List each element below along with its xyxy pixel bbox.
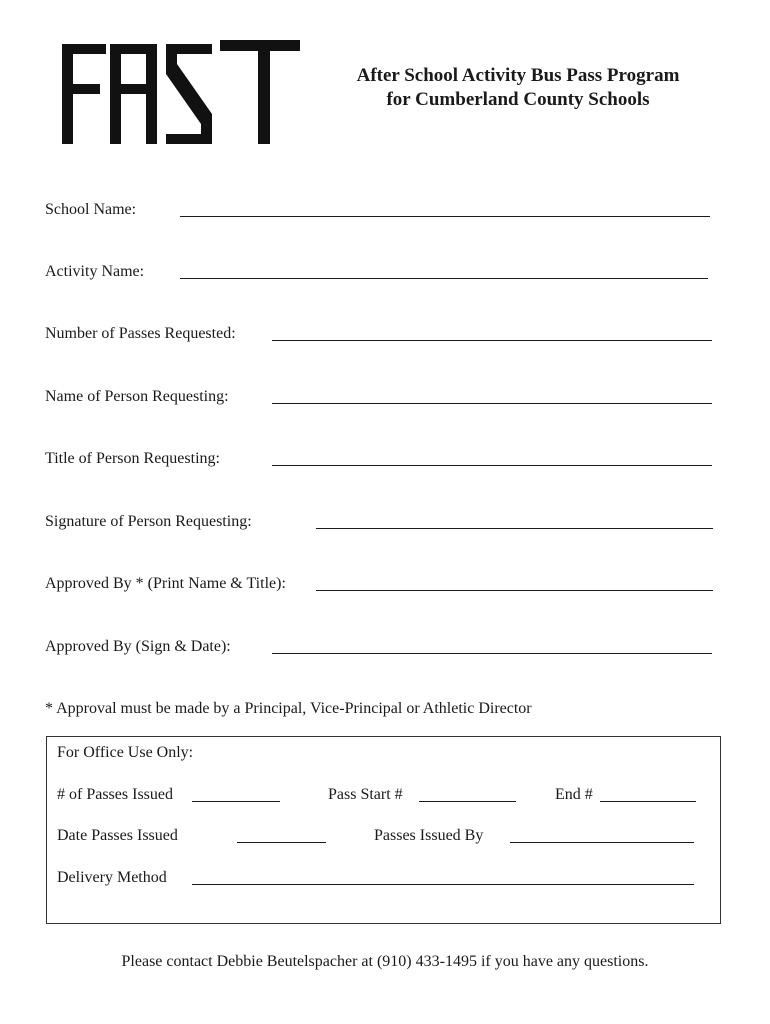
passes-issued-label: # of Passes Issued — [57, 786, 173, 803]
approved-sign-label: Approved By (Sign & Date): — [45, 638, 231, 655]
passes-issued-field[interactable] — [192, 801, 280, 802]
date-issued-field[interactable] — [237, 842, 326, 843]
delivery-method-label: Delivery Method — [57, 869, 167, 886]
passes-requested-field[interactable] — [272, 340, 712, 341]
contact-note: Please contact Debbie Beutelspacher at (910) 433-1495 if you have any questions. — [121, 953, 649, 970]
passes-requested-label: Number of Passes Requested: — [45, 325, 236, 342]
school-name-label: School Name: — [45, 201, 137, 218]
requester-title-label: Title of Person Requesting: — [45, 450, 220, 467]
approved-print-field[interactable] — [316, 590, 713, 591]
school-name-field[interactable] — [180, 216, 710, 217]
requester-signature-label: Signature of Person Requesting: — [45, 513, 252, 530]
title-line-1: After School Activity Bus Pass Program — [356, 65, 680, 86]
date-issued-label: Date Passes Issued — [57, 827, 178, 844]
form-title — [318, 64, 718, 112]
requester-name-label: Name of Person Requesting: — [45, 388, 229, 405]
office-use-title: For Office Use Only: — [57, 744, 194, 761]
pass-start-field[interactable] — [419, 801, 516, 802]
approved-sign-field[interactable] — [272, 653, 712, 654]
end-label: End # — [555, 786, 593, 803]
requester-signature-field[interactable] — [316, 528, 713, 529]
fast-logo-icon — [62, 40, 300, 146]
office-use-box — [46, 736, 721, 924]
pass-start-label: Pass Start # — [328, 786, 403, 803]
activity-name-field[interactable] — [180, 278, 708, 279]
activity-name-label: Activity Name: — [45, 263, 145, 280]
issued-by-field[interactable] — [510, 842, 694, 843]
end-field[interactable] — [600, 801, 696, 802]
issued-by-label: Passes Issued By — [374, 827, 484, 844]
approval-note: * Approval must be made by a Principal, Vice-Principal or Athletic Director — [45, 700, 532, 717]
approved-print-label: Approved By * (Print Name & Title): — [45, 575, 286, 592]
delivery-method-field[interactable] — [192, 884, 694, 885]
requester-name-field[interactable] — [272, 403, 712, 404]
title-line-2: for Cumberland County Schools — [386, 89, 650, 110]
requester-title-field[interactable] — [272, 465, 712, 466]
